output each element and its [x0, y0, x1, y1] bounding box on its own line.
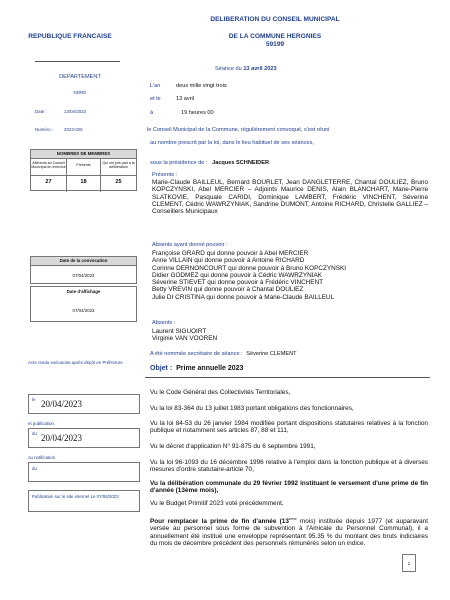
publication-date: 20/04/2023 [41, 433, 83, 443]
pouvoir-item: Françoise GRARD qui donne pouvoir à Abel MERCIER [152, 250, 309, 257]
presents-list: Marie-Claude BAILLEUL, Bernard BOURLET, Jean DANGLETERRE, Chantal DOULIEZ, Bruno KOPCZYNSKI, Abel MERCIER – Adjoints Maurice DENIS, Alain BLANCHART, Marie-Pierre SLATKOVIE, Pasquale CARIDI, Dominique LAMBERT, Frédéric VINCHENT, Séverine CLEMENT, Cédric WAWRZYNIAK, Sandrine DUMONT, Antoine RICHARD, Christelle GALLIEZ – Conseillers Municipaux [152, 179, 428, 216]
numero-label: Numéro : [35, 127, 54, 132]
vu-decret-91-875: Vu le décret d'application N° 91-875 du 6 septembre 1991, [150, 443, 316, 450]
department-label: DEPARTEMENT [59, 74, 101, 80]
pouvoir-item: Didier GODMEZ qui donne pouvoir à Cédric WAWRZYNIAK [152, 271, 322, 279]
lan-value: deux mille vingt trois [176, 83, 227, 89]
objet-divider [145, 377, 430, 378]
members-value-exercice: 27 [31, 176, 67, 192]
republic-label: REPUBLIQUE FRANCAISE [28, 33, 112, 40]
date-value: 13/04/2023 [64, 109, 86, 114]
prime-paragraph-rest: mois) instituée depuis 1977 (et auparavant versée au personnel sous forme de subvention à l'Amicale du Personnel Communal), il a annuellement été institué une enveloppe représentant 95.35 % du montant des bruts indiciaires du mois de décembre précédent des personnels rémunérés selon un indice. [150, 518, 428, 548]
publication-label: et publication. [28, 421, 56, 426]
prime-paragraph-sup: ème [288, 516, 297, 521]
absent-item: Virginie VAN VOOREN [152, 335, 218, 343]
objet-label: Objet : [150, 365, 173, 372]
affichage-date: 07/04/2023 [72, 308, 95, 313]
president-name: Jacques SCHNEIDER [212, 160, 269, 166]
seance-prefix: Séance du [215, 66, 242, 72]
presidence-label: sous la présidence de : [150, 160, 208, 166]
notification-label: ou notification [28, 455, 56, 460]
vu-deliberation-1992: Vu la délibération communale du 29 février 1992 instituant le versement d'une prime de fin d'année (13ème mois), [150, 480, 428, 495]
secretaire-label: A été nommée secrétaire de séance : [150, 351, 243, 357]
etle-value: 13 avril [176, 96, 195, 102]
convocation-statement-1: le Conseil Municipal de la Commune, régulièrement convoqué, s'est réuni [147, 127, 330, 133]
le-label: le [32, 397, 36, 402]
members-header-presents: Présents [67, 159, 101, 175]
absents-label: Absents : [152, 320, 176, 326]
pouvoir-item: Séverine STIEVET qui donne pouvoir à Frédéric VINCHENT [152, 279, 324, 287]
commune-label: DE LA COMMUNE HERGNIES [228, 33, 322, 40]
pouvoir-item: Corinne DERNONCOURT qui donne pouvoir à Bruno KOPCZYNSKI [152, 264, 347, 272]
acte-executoire-text: Acte rendu exécutoire après dépôt en Préfecture [28, 360, 123, 365]
absents-pouvoir-label: Absents ayant donné pouvoir : [152, 242, 228, 248]
convocation-title: Date de la convocation [31, 257, 136, 266]
objet-line [150, 365, 243, 372]
department-value: NORD [73, 90, 87, 95]
vu-budget-2023: Vu le Budget Primitif 2023 voté précédemment, [150, 500, 284, 507]
notification-du-label: du [32, 466, 37, 471]
publication-date-box [28, 428, 140, 448]
prime-paragraph-intro: Pour remplacer la prime de fin d'année (13 [150, 518, 289, 526]
vu-loi-84-53: Vu la loi 84-53 du 26 janvier 1984 modifiée portant dispositions statutaires relatives à la fonction publique et notamment ses articles 87, 88 et 111, [150, 420, 428, 435]
absents-list [152, 328, 217, 343]
members-title: NOMBRES DE MEMBRES [31, 150, 136, 159]
du-label: du [32, 431, 37, 436]
pouvoir-item: Anne VILLAIN qui donne pouvoir à Antoine RICHARD [152, 257, 305, 265]
presidence-line [150, 160, 269, 166]
internet-publication-text: Publication sur le site internet Le 07/06/2023 [32, 494, 119, 499]
convocation-box [30, 256, 137, 284]
document-title: DELIBERATION DU CONSEIL MUNICIPAL [210, 16, 340, 23]
members-header-exercice: Afférents au Conseil Municipal en exercice [31, 159, 67, 175]
vu-loi-83-364: Vu la loi 83-364 du 13 juillet 1983 portant obligations des fonctionnaires, [150, 405, 354, 412]
vu-cgct: Vu le Code Général des Collectivités Territoriales, [150, 389, 291, 396]
members-value-votants: 25 [115, 179, 122, 185]
page-number: 1 [402, 554, 416, 572]
date-label: Date : [35, 109, 47, 114]
etle-label: et le [150, 96, 161, 102]
a-label: à [150, 110, 154, 116]
prefecture-date: 20/04/2023 [41, 399, 83, 409]
affichage-title: Date d'affichage [66, 289, 101, 294]
members-value-presents: 18 [67, 176, 101, 192]
numero-value: 2023-025 [64, 127, 83, 132]
members-table [30, 149, 137, 191]
seance-date: 13 avril 2023 [243, 66, 277, 72]
members-value-row [31, 176, 136, 192]
members-header-votants: Qui ont pris part à la délibération [102, 161, 135, 169]
pouvoirs-list [152, 250, 428, 301]
presents-label: Présents : [152, 172, 178, 178]
convocation-statement-2: au nombre prescrit par la loi, dans le lieu habituel de ses séances, [150, 140, 314, 146]
secretaire-name: Séverine CLEMENT [246, 351, 297, 357]
prime-paragraph [150, 515, 428, 547]
commune-code: 59199 [265, 41, 285, 48]
notification-date-box [28, 462, 140, 482]
absent-item: Laurent SIGUOIRT [152, 328, 207, 335]
pouvoir-item: Julie DI CRISTINA qui donne pouvoir à Marie-Claude BAILLEUL [152, 293, 335, 301]
secretaire-line [150, 351, 297, 357]
pouvoir-item: Betty VREVIN qui donne pouvoir à Chantal DOULIEZ [152, 286, 304, 294]
prefecture-date-box [28, 394, 140, 414]
a-value: 19 heures 00 [181, 110, 214, 116]
internet-publication-box [28, 490, 140, 512]
lan-label: L'an [150, 83, 161, 89]
members-header-row [31, 159, 136, 176]
header-divider [35, 61, 120, 62]
objet-value: Prime annuelle 2023 [176, 365, 244, 372]
affichage-box [30, 286, 137, 322]
seance-title [215, 66, 277, 72]
vu-loi-96-1093: Vu la loi 96-1093 du 16 décembre 1996 relative à l'emploi dans la fonction publique et à diverses mesures d'ordre statutaire-article 70, [150, 459, 428, 474]
convocation-date: 07/04/2023 [72, 273, 95, 278]
